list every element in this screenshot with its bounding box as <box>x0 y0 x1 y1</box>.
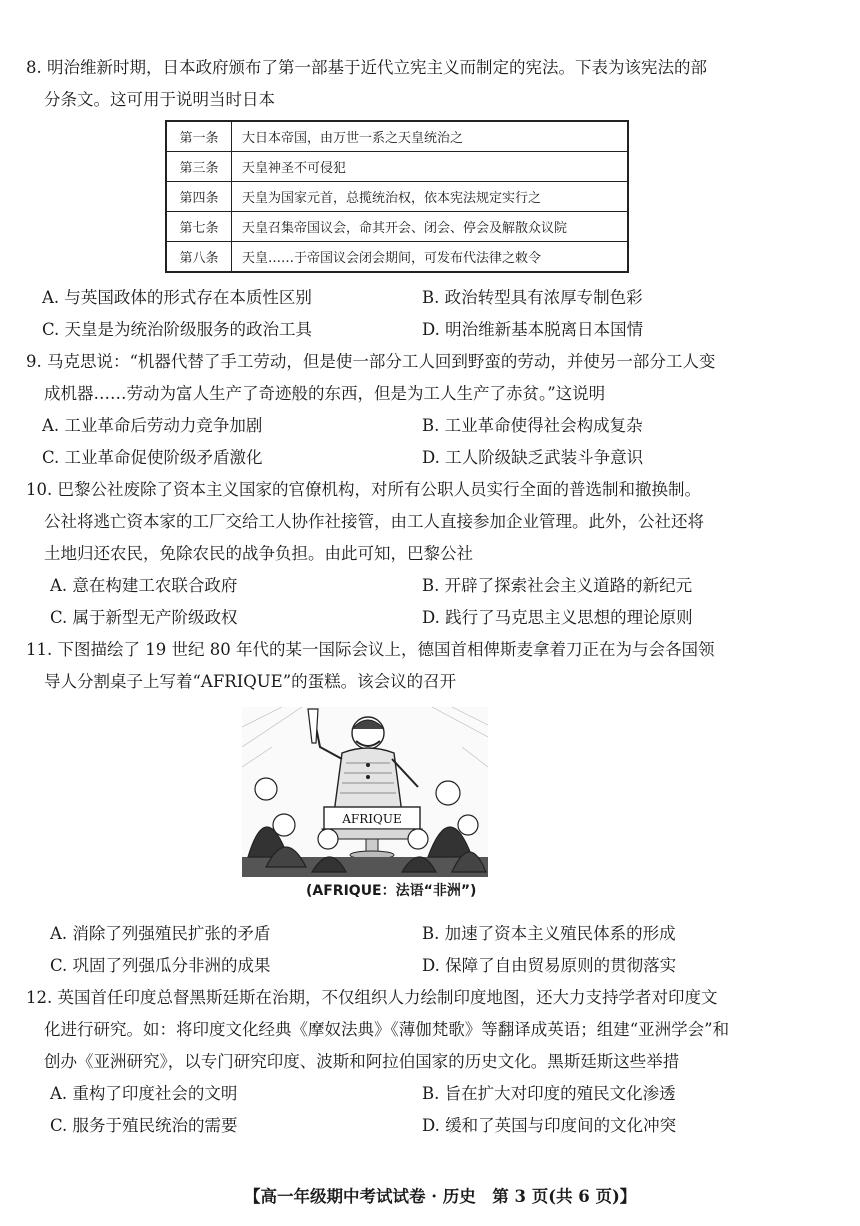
q12-option-a[interactable]: A. 重构了印度社会的文明 <box>50 1084 238 1103</box>
q9-option-d[interactable]: D. 工人阶级缺乏武装斗争意识 <box>422 448 644 467</box>
table-article: 第三条 <box>166 152 232 182</box>
table-text: 天皇神圣不可侵犯 <box>232 152 629 182</box>
q8-option-a[interactable]: A. 与英国政体的形式存在本质性区别 <box>42 288 312 307</box>
q8-stem-line2: 分条文。这可用于说明当时日本 <box>44 90 275 109</box>
q9-stem-line2: 成机器……劳动为富人生产了奇迹般的东西，但是为工人生产了赤贫。”这说明 <box>44 384 606 403</box>
cake-label: AFRIQUE <box>342 812 402 826</box>
q11-option-c[interactable]: C. 巩固了列强瓜分非洲的成果 <box>50 956 271 975</box>
table-row <box>166 121 628 152</box>
q9-option-a[interactable]: A. 工业革命后劳动力竞争加剧 <box>42 416 263 435</box>
q8-stem-line1: 8. 明治维新时期，日本政府颁布了第一部基于近代立宪主义而制定的宪法。下表为该宪法的部 <box>26 58 707 77</box>
cartoon-caption: (AFRIQUE：法语“非洲”) <box>306 883 477 899</box>
q10-option-d[interactable]: D. 践行了马克思主义思想的理论原则 <box>422 608 693 627</box>
q10-option-a[interactable]: A. 意在构建工农联合政府 <box>50 576 238 595</box>
q12-option-b[interactable]: B. 旨在扩大对印度的殖民文化渗透 <box>422 1084 676 1103</box>
q9-option-b[interactable]: B. 工业革命使得社会构成复杂 <box>422 416 643 435</box>
q11-option-d[interactable]: D. 保障了自由贸易原则的贯彻落实 <box>422 956 677 975</box>
q12-stem-line2: 化进行研究。如：将印度文化经典《摩奴法典》《薄伽梵歌》等翻译成英语；组建“亚洲学会”和 <box>44 1020 730 1039</box>
table-article: 第一条 <box>166 121 232 152</box>
table-row <box>166 182 628 212</box>
bismarck-cake-cartoon <box>242 707 488 877</box>
q10-stem-line1: 10. 巴黎公社废除了资本主义国家的官僚机构，对所有公职人员实行全面的普选制和撤换制。 <box>26 480 701 499</box>
q11-stem-line1: 11. 下图描绘了 19 世纪 80 年代的某一国际会议上，德国首相俾斯麦拿着刀正在为与会各国领 <box>26 640 715 659</box>
table-row <box>166 212 628 242</box>
table-text: 大日本帝国，由万世一系之天皇统治之 <box>232 121 629 152</box>
table-article: 第四条 <box>166 182 232 212</box>
q8-option-d[interactable]: D. 明治维新基本脱离日本国情 <box>422 320 644 339</box>
q9-option-c[interactable]: C. 工业革命促使阶级矛盾激化 <box>42 448 263 467</box>
table-article: 第八条 <box>166 242 232 273</box>
constitution-table <box>165 120 629 273</box>
page-footer: 【高一年级期中考试试卷 · 历史 第 3 页(共 6 页)】 <box>244 1187 637 1206</box>
table-text: 天皇……于帝国议会闭会期间，可发布代法律之敕令 <box>232 242 629 273</box>
table-row <box>166 152 628 182</box>
q8-option-c[interactable]: C. 天皇是为统治阶级服务的政治工具 <box>42 320 313 339</box>
table-text: 天皇召集帝国议会，命其开会、闭会、停会及解散众议院 <box>232 212 629 242</box>
q12-option-c[interactable]: C. 服务于殖民统治的需要 <box>50 1116 238 1135</box>
q10-stem-line2: 公社将逃亡资本家的工厂交给工人协作社接管，由工人直接参加企业管理。此外，公社还将 <box>44 512 704 531</box>
table-row <box>166 242 628 273</box>
q11-option-b[interactable]: B. 加速了资本主义殖民体系的形成 <box>422 924 676 943</box>
q9-stem-line1: 9. 马克思说：“机器代替了手工劳动，但是使一部分工人回到野蛮的劳动，并使另一部分工人变 <box>26 352 716 371</box>
q10-option-c[interactable]: C. 属于新型无产阶级政权 <box>50 608 238 627</box>
q10-stem-line3: 土地归还农民，免除农民的战争负担。由此可知，巴黎公社 <box>44 544 473 563</box>
table-article: 第七条 <box>166 212 232 242</box>
q11-option-a[interactable]: A. 消除了列强殖民扩张的矛盾 <box>50 924 271 943</box>
q12-stem-line1: 12. 英国首任印度总督黑斯廷斯在治期，不仅组织人力绘制印度地图，还大力支持学者对印度文 <box>26 988 718 1007</box>
q12-stem-line3: 创办《亚洲研究》，以专门研究印度、波斯和阿拉伯国家的历史文化。黑斯廷斯这些举措 <box>44 1052 680 1071</box>
table-text: 天皇为国家元首，总揽统治权，依本宪法规定实行之 <box>232 182 629 212</box>
q12-option-d[interactable]: D. 缓和了英国与印度间的文化冲突 <box>422 1116 677 1135</box>
q11-stem-line2: 导人分割桌子上写着“AFRIQUE”的蛋糕。该会议的召开 <box>44 672 457 691</box>
q8-option-b[interactable]: B. 政治转型具有浓厚专制色彩 <box>422 288 643 307</box>
q10-option-b[interactable]: B. 开辟了探索社会主义道路的新纪元 <box>422 576 693 595</box>
